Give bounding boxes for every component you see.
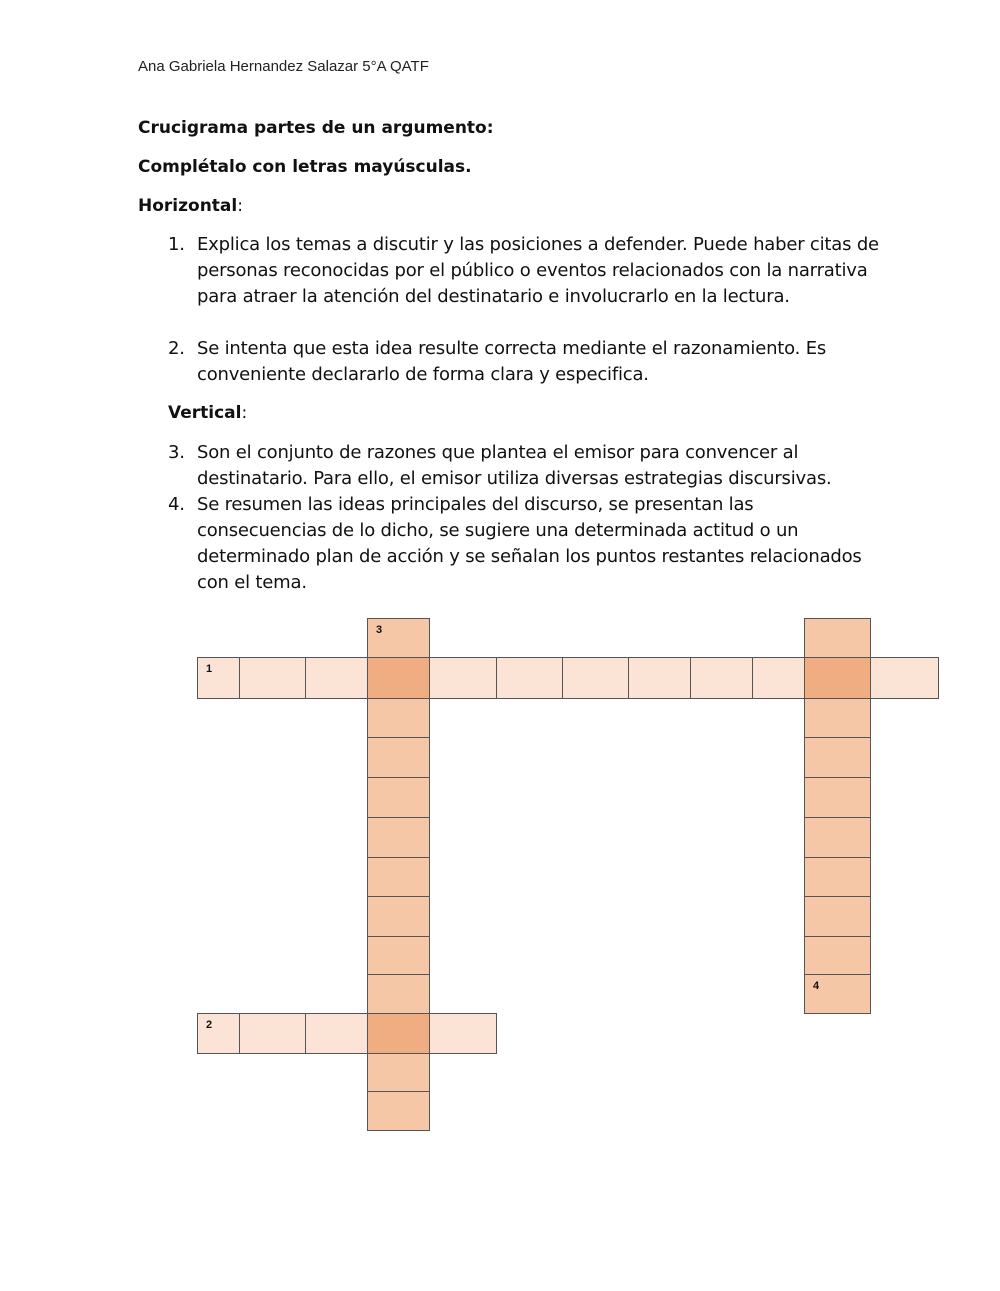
crossword-letter-input[interactable]: [368, 738, 429, 777]
horizontal-heading: [138, 196, 243, 216]
horizontal-label: Horizontal: [138, 196, 238, 216]
crossword-cell[interactable]: [367, 698, 430, 738]
crossword-cell[interactable]: [367, 777, 430, 818]
crossword-cell[interactable]: [429, 657, 497, 699]
crossword-cell[interactable]: [752, 657, 805, 699]
crossword-letter-input[interactable]: [368, 1054, 429, 1091]
crossword-letter-input[interactable]: [368, 975, 429, 1013]
crossword-letter-input[interactable]: [805, 619, 870, 657]
crossword-cell[interactable]: [367, 618, 430, 658]
crossword-cell[interactable]: [239, 1013, 306, 1054]
crossword-cell[interactable]: [562, 657, 629, 699]
crossword-letter-input[interactable]: [871, 658, 938, 698]
crossword-cell[interactable]: [367, 857, 430, 897]
crossword-letter-input[interactable]: [368, 778, 429, 817]
crossword-cell[interactable]: [429, 1013, 497, 1054]
crossword-cell[interactable]: [367, 936, 430, 975]
crossword-letter-input[interactable]: [368, 699, 429, 737]
crossword-letter-input[interactable]: [240, 1014, 305, 1053]
crossword-cell[interactable]: [367, 1091, 430, 1131]
crossword-cell[interactable]: [197, 1013, 240, 1054]
crossword-cell[interactable]: [367, 737, 430, 778]
clue-number: 3.: [168, 442, 185, 463]
clue-number: 2.: [168, 338, 185, 359]
crossword-letter-input[interactable]: [753, 658, 804, 698]
crossword-cell[interactable]: [690, 657, 753, 699]
crossword-cell[interactable]: [804, 896, 871, 937]
clue-number: 4.: [168, 494, 185, 515]
crossword-cell[interactable]: [197, 657, 240, 699]
crossword-letter-input[interactable]: [805, 937, 870, 974]
crossword-cell[interactable]: [367, 657, 430, 699]
crossword-letter-input[interactable]: [198, 1014, 239, 1053]
crossword-letter-input[interactable]: [306, 1014, 367, 1053]
crossword-clue-number: 2: [206, 1019, 213, 1031]
instruction-text: Complétalo con letras mayúsculas.: [138, 157, 472, 177]
crossword-cell[interactable]: [804, 936, 871, 975]
crossword-cell[interactable]: [804, 618, 871, 658]
crossword-cell[interactable]: [804, 817, 871, 858]
vertical-label: Vertical: [168, 403, 242, 423]
crossword-cell[interactable]: [367, 896, 430, 937]
crossword-cell[interactable]: [804, 974, 871, 1014]
crossword-cell[interactable]: [305, 1013, 368, 1054]
crossword-letter-input[interactable]: [805, 778, 870, 817]
student-name-header: Ana Gabriela Hernandez Salazar 5°A QATF: [138, 58, 429, 75]
page-title: Crucigrama partes de un argumento:: [138, 118, 494, 138]
crossword-cell[interactable]: [367, 1053, 430, 1092]
crossword-letter-input[interactable]: [306, 658, 367, 698]
crossword-cell[interactable]: [804, 698, 871, 738]
clue-4: [168, 492, 888, 596]
crossword-letter-input[interactable]: [691, 658, 752, 698]
crossword-cell[interactable]: [305, 657, 368, 699]
crossword-cell[interactable]: [804, 857, 871, 897]
crossword-letter-input[interactable]: [430, 658, 496, 698]
crossword-letter-input[interactable]: [805, 858, 870, 896]
crossword-letter-input[interactable]: [368, 1014, 429, 1053]
crossword-letter-input[interactable]: [497, 658, 562, 698]
crossword-clue-number: 3: [376, 624, 383, 636]
crossword-cell[interactable]: [239, 657, 306, 699]
vertical-heading: [168, 403, 247, 423]
crossword-letter-input[interactable]: [805, 738, 870, 777]
clue-text: Explica los temas a discutir y las posiciones a defender. Puede haber citas de personas reconocidas por el público o eventos relacionados con la narrativa para atraer la atención del destinatario e involucrarlo en la lectura.: [197, 234, 879, 307]
horizontal-colon: :: [237, 196, 243, 216]
crossword-cell[interactable]: [804, 657, 871, 699]
crossword-letter-input[interactable]: [368, 858, 429, 896]
crossword-clue-number: 4: [813, 980, 820, 992]
clue-text: Se resumen las ideas principales del discurso, se presentan las consecuencias de lo dicho, se sugiere una determinada actitud o un determinado plan de acción y se señalan los puntos restantes relacionados con el tema.: [197, 494, 862, 593]
crossword-letter-input[interactable]: [368, 818, 429, 857]
clue-3: [168, 440, 888, 492]
crossword-letter-input[interactable]: [805, 818, 870, 857]
crossword-cell[interactable]: [367, 817, 430, 858]
crossword-letter-input[interactable]: [368, 619, 429, 657]
crossword-letter-input[interactable]: [368, 897, 429, 936]
clue-number: 1.: [168, 234, 185, 255]
vertical-colon: :: [241, 403, 248, 423]
crossword-cell[interactable]: [804, 777, 871, 818]
clue-2: [168, 336, 888, 388]
crossword-clue-number: 1: [206, 663, 213, 675]
crossword-letter-input[interactable]: [805, 897, 870, 936]
crossword-letter-input[interactable]: [805, 975, 870, 1013]
crossword-letter-input[interactable]: [368, 1092, 429, 1130]
crossword-letter-input[interactable]: [629, 658, 690, 698]
crossword-cell[interactable]: [804, 737, 871, 778]
crossword-letter-input[interactable]: [805, 658, 870, 698]
crossword-letter-input[interactable]: [198, 658, 239, 698]
crossword-letter-input[interactable]: [430, 1014, 496, 1053]
crossword-letter-input[interactable]: [563, 658, 628, 698]
crossword-letter-input[interactable]: [368, 658, 429, 698]
crossword-cell[interactable]: [496, 657, 563, 699]
crossword-letter-input[interactable]: [368, 937, 429, 974]
clue-text: Son el conjunto de razones que plantea el emisor para convencer al destinatario. Para ello, el emisor utiliza diversas estrategias discursivas.: [197, 442, 832, 489]
crossword-cell[interactable]: [628, 657, 691, 699]
crossword-cell[interactable]: [367, 1013, 430, 1054]
crossword-cell[interactable]: [367, 974, 430, 1014]
crossword-letter-input[interactable]: [240, 658, 305, 698]
crossword-letter-input[interactable]: [805, 699, 870, 737]
clue-1: [168, 232, 888, 310]
clue-text: Se intenta que esta idea resulte correcta mediante el razonamiento. Es conveniente declararlo de forma clara y especifica.: [197, 338, 827, 385]
crossword-cell[interactable]: [870, 657, 939, 699]
